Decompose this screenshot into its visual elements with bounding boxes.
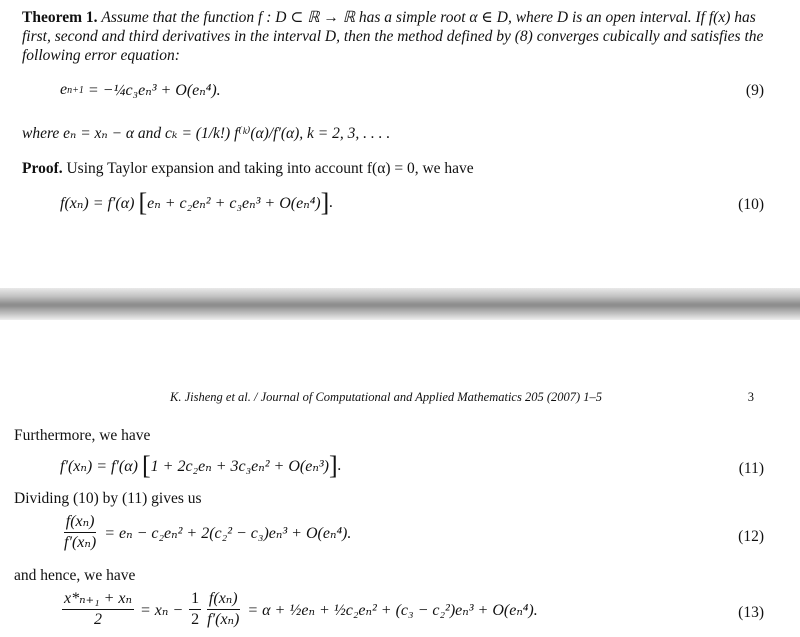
eq11-number: (11) xyxy=(738,460,764,477)
eq13-half-num: 1 xyxy=(189,590,201,610)
proof-label: Proof. xyxy=(22,160,63,177)
proof-text: Using Taylor expansion and taking into account f(α) = 0, we have xyxy=(66,160,474,177)
equation-9 xyxy=(60,80,221,100)
eq9-lhs: e xyxy=(60,81,68,98)
eq13-inner-fraction xyxy=(205,590,241,630)
dividing-line: Dividing (10) by (11) gives us xyxy=(14,490,202,507)
equation-10 xyxy=(60,190,333,216)
eq10-lhs: f(xₙ) = f′(α) xyxy=(60,195,135,212)
where-line: where eₙ = xₙ − α and cₖ = (1/k!) f⁽ᵏ⁾(α)/f′(α), k = 2, 3, . . . . xyxy=(22,125,391,142)
page-separator xyxy=(0,288,800,320)
eq10-body: eₙ + c₂eₙ² + c₃eₙ³ + O(eₙ⁴) xyxy=(147,195,321,212)
page-top xyxy=(0,0,800,288)
eq13-body: = α + ½eₙ + ½c₂eₙ² + (c₃ − c₂²)eₙ³ + O(eₙ⁴). xyxy=(247,601,538,619)
eq13-inner-numerator: f(xₙ) xyxy=(207,590,240,610)
eq11-body: 1 + 2c₂eₙ + 3c₃eₙ² + O(eₙ³) xyxy=(150,458,329,475)
eq11-period: . xyxy=(337,457,342,474)
page-number: 3 xyxy=(747,390,754,404)
eq13-mid: = xₙ − xyxy=(139,601,184,619)
eq10-close-bracket: ] xyxy=(320,188,330,217)
equation-11 xyxy=(60,453,342,479)
proof-paragraph xyxy=(22,159,474,178)
eq9-number: (9) xyxy=(745,82,764,99)
eq12-fraction xyxy=(62,513,98,553)
furthermore-line: Furthermore, we have xyxy=(14,427,151,444)
eq13-denominator: 2 xyxy=(93,611,102,629)
equation-13 xyxy=(60,590,538,630)
eq12-number: (12) xyxy=(738,528,764,545)
eq11-open-bracket: [ xyxy=(141,451,151,480)
eq13-half-den: 2 xyxy=(191,611,200,629)
eq11-lhs: f′(xₙ) = f′(α) xyxy=(60,458,138,475)
eq10-period: . xyxy=(329,194,334,211)
eq10-open-bracket: [ xyxy=(138,188,148,217)
hence-line: and hence, we have xyxy=(14,567,136,584)
eq13-inner-denominator: f′(xₙ) xyxy=(207,611,240,629)
eq13-fraction xyxy=(62,590,134,630)
eq13-half xyxy=(189,590,201,630)
eq9-body: = −¼c₃eₙ³ + O(eₙ⁴). xyxy=(87,82,221,99)
eq11-close-bracket: ] xyxy=(328,451,338,480)
eq12-body: = eₙ − c₂eₙ² + 2(c₂² − c₃)eₙ³ + O(eₙ⁴). xyxy=(104,524,352,542)
theorem-paragraph xyxy=(22,8,770,65)
eq9-lhs-sub: n+1 xyxy=(67,84,84,96)
theorem-text: Assume that the function f : D ⊂ ℝ → ℝ has a simple root α ∈ D, where D is an open interval. If f(x) has first, second and third derivatives in the interval D, then the method defined by (8) converges cubically and satisfies the following error equation: xyxy=(22,9,764,64)
eq13-numerator: x*ₙ₊₁ + xₙ xyxy=(62,590,134,610)
running-header: K. Jisheng et al. / Journal of Computational and Applied Mathematics 205 (2007) 1–5 xyxy=(170,390,603,404)
equation-12 xyxy=(60,513,351,553)
eq12-denominator: f′(xₙ) xyxy=(64,534,97,552)
theorem-label: Theorem 1. xyxy=(22,9,98,26)
eq12-numerator: f(xₙ) xyxy=(64,513,97,533)
eq13-number: (13) xyxy=(738,604,764,621)
eq10-number: (10) xyxy=(738,196,764,213)
